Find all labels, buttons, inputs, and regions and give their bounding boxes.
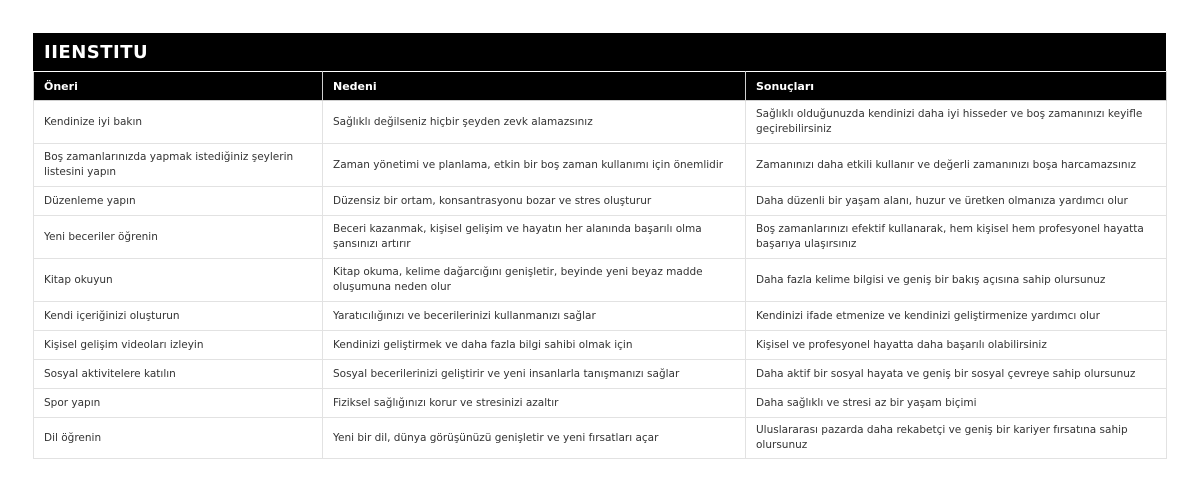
table-container [33, 33, 1166, 459]
cell-sonuclari: Daha sağlıklı ve stresi az bir yaşam biçimi [746, 389, 1167, 418]
brand-header [33, 33, 1166, 71]
table-row [34, 360, 1167, 389]
cell-sonuclari: Zamanınızı daha etkili kullanır ve değerli zamanınızı boşa harcamazsınız [746, 144, 1167, 187]
brand-logo-text: IIENSTITU [44, 41, 149, 63]
table-row [34, 216, 1167, 259]
cell-oneri: Kitap okuyun [34, 259, 323, 302]
cell-oneri: Düzenleme yapın [34, 187, 323, 216]
table-row [34, 259, 1167, 302]
cell-nedeni: Beceri kazanmak, kişisel gelişim ve hayatın her alanında başarılı olma şansınızı artırır [323, 216, 746, 259]
table-row [34, 187, 1167, 216]
cell-oneri: Boş zamanlarınızda yapmak istediğiniz şeylerin listesini yapın [34, 144, 323, 187]
cell-sonuclari: Boş zamanlarınızı efektif kullanarak, hem kişisel hem profesyonel hayatta başarıya ulaşırsınız [746, 216, 1167, 259]
cell-oneri: Dil öğrenin [34, 418, 323, 459]
column-header-nedeni: Nedeni [323, 72, 746, 101]
table-row [34, 101, 1167, 144]
cell-nedeni: Yaratıcılığınızı ve becerilerinizi kullanmanızı sağlar [323, 302, 746, 331]
table-row [34, 302, 1167, 331]
header-row [34, 72, 1167, 101]
cell-nedeni: Fiziksel sağlığınızı korur ve stresinizi azaltır [323, 389, 746, 418]
cell-nedeni: Zaman yönetimi ve planlama, etkin bir boş zaman kullanımı için önemlidir [323, 144, 746, 187]
cell-oneri: Kişisel gelişim videoları izleyin [34, 331, 323, 360]
cell-sonuclari: Daha fazla kelime bilgisi ve geniş bir bakış açısına sahip olursunuz [746, 259, 1167, 302]
cell-oneri: Kendinize iyi bakın [34, 101, 323, 144]
table-row [34, 144, 1167, 187]
cell-sonuclari: Daha düzenli bir yaşam alanı, huzur ve üretken olmanıza yardımcı olur [746, 187, 1167, 216]
cell-sonuclari: Kişisel ve profesyonel hayatta daha başarılı olabilirsiniz [746, 331, 1167, 360]
cell-nedeni: Yeni bir dil, dünya görüşünüzü genişletir ve yeni fırsatları açar [323, 418, 746, 459]
cell-nedeni: Sağlıklı değilseniz hiçbir şeyden zevk alamazsınız [323, 101, 746, 144]
cell-sonuclari: Daha aktif bir sosyal hayata ve geniş bir sosyal çevreye sahip olursunuz [746, 360, 1167, 389]
cell-sonuclari: Sağlıklı olduğunuzda kendinizi daha iyi hisseder ve boş zamanınızı keyifle geçirebilirsiniz [746, 101, 1167, 144]
cell-oneri: Kendi içeriğinizi oluşturun [34, 302, 323, 331]
table-row [34, 418, 1167, 459]
cell-sonuclari: Kendinizi ifade etmenize ve kendinizi geliştirmenize yardımcı olur [746, 302, 1167, 331]
cell-oneri: Sosyal aktivitelere katılın [34, 360, 323, 389]
cell-nedeni: Sosyal becerilerinizi geliştirir ve yeni insanlarla tanışmanızı sağlar [323, 360, 746, 389]
column-header-sonuclari: Sonuçları [746, 72, 1167, 101]
table-row [34, 331, 1167, 360]
table-row [34, 389, 1167, 418]
cell-nedeni: Kitap okuma, kelime dağarcığını genişletir, beyinde yeni beyaz madde oluşumuna neden olur [323, 259, 746, 302]
cell-oneri: Yeni beceriler öğrenin [34, 216, 323, 259]
cell-nedeni: Düzensiz bir ortam, konsantrasyonu bozar ve stres oluşturur [323, 187, 746, 216]
cell-oneri: Spor yapın [34, 389, 323, 418]
cell-nedeni: Kendinizi geliştirmek ve daha fazla bilgi sahibi olmak için [323, 331, 746, 360]
column-header-oneri: Öneri [34, 72, 323, 101]
cell-sonuclari: Uluslararası pazarda daha rekabetçi ve geniş bir kariyer fırsatına sahip olursunuz [746, 418, 1167, 459]
recommendations-table [33, 71, 1167, 459]
